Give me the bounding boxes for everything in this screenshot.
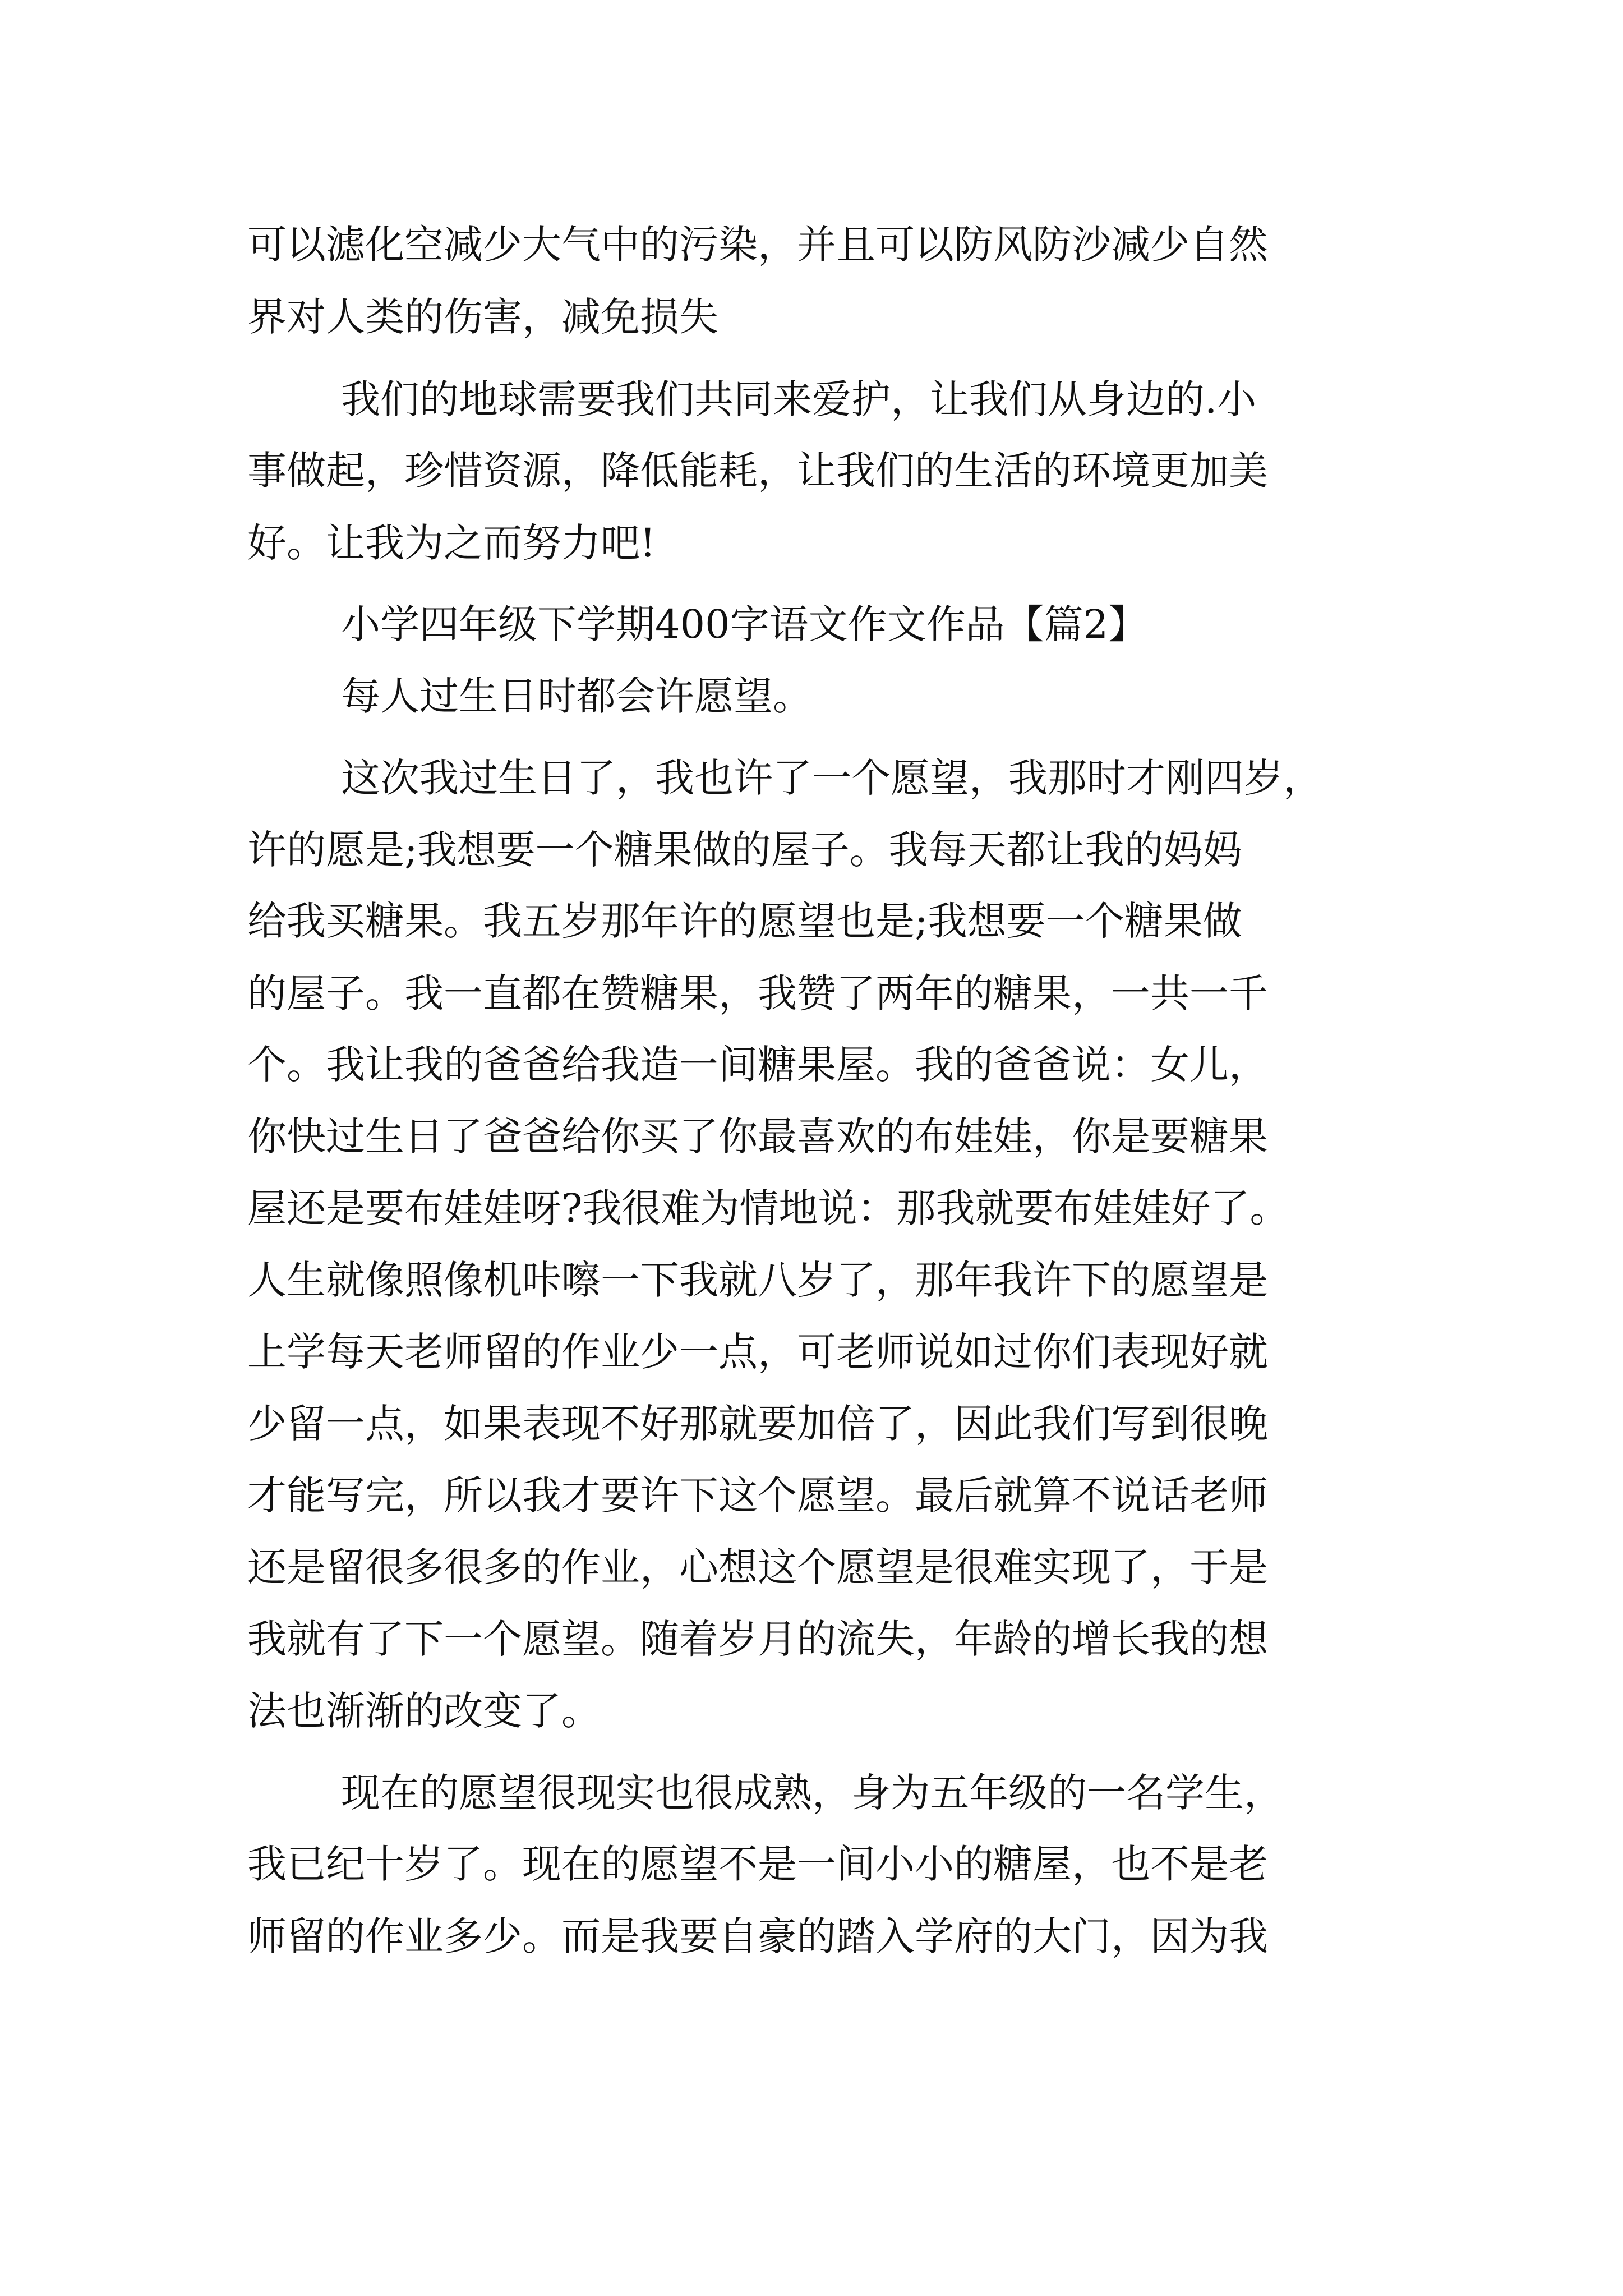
text-line-content: 事做起，珍惜资源，降低能耗，让我们的生活的环境更加美 [247,448,1268,494]
text-line-content: 才能写完，所以我才要许下这个愿望。最后就算不说话老师 [247,1473,1268,1519]
text-line-content: 人生就像照像机咔嚓一下我就八岁了，那年我许下的愿望是 [247,1257,1268,1303]
text-line-content: 界对人类的伤害，减免损失 [247,294,718,340]
text-line-content: 你快过生日了爸爸给你买了你最喜欢的布娃娃，你是要糖果 [247,1114,1268,1159]
text-line-content: 这次我过生日了，我也许了一个愿望，我那时才刚四岁， [341,755,1322,801]
text-line-content: 师留的作业多少。而是我要自豪的踏入学府的大门，因为我 [247,1913,1268,1959]
text-line-content: 个。我让我的爸爸给我造一间糖果屋。我的爸爸说：女儿， [247,1042,1268,1088]
text-line-content: 现在的愿望很现实也很成熟，身为五年级的一名学生， [341,1770,1283,1816]
text-line-content: 还是留很多很多的作业，心想这个愿望是很难实现了，于是 [247,1544,1268,1590]
text-line-content: 我已纪十岁了。现在的愿望不是一间小小的糖屋，也不是老 [247,1841,1268,1887]
text-line [0,668,1623,763]
text-line-content: 少留一点，如果表现不好那就要加倍了，因此我们写到很晚 [247,1401,1268,1447]
text-line-content: 好。让我为之而努力吧! [247,520,656,566]
text-line-content: 屋还是要布娃娃呀?我很难为情地说：那我就要布娃娃好了。 [247,1185,1289,1231]
text-line-content: 给我买糖果。我五岁那年许的愿望也是;我想要一个糖果做 [247,898,1242,944]
text-line [0,289,1623,384]
text-line [0,1908,1623,2004]
text-line-content: 上学每天老师留的作业少一点，可老师说如过你们表现好就 [247,1329,1268,1375]
text-line-content: 我就有了下一个愿望。随着岁月的流失，年龄的增长我的想 [247,1616,1268,1662]
text-line-content: 每人过生日时都会许愿望。 [341,673,812,719]
text-line-content: 许的愿是;我想要一个糖果做的屋子。我每天都让我的妈妈 [247,827,1242,873]
text-line-content: 法也渐渐的改变了。 [247,1688,601,1734]
text-line-content: 可以滤化空减少大气中的污染，并且可以防风防沙减少自然 [247,222,1268,268]
section-heading-text: 小学四年级下学期400字语文作文作品【篇2】 [341,601,1148,647]
text-line [0,1683,1623,1778]
text-line-content: 我们的地球需要我们共同来爱护，让我们从身边的.小 [341,376,1257,422]
text-line-content: 的屋子。我一直都在赞糖果，我赞了两年的糖果，一共一千 [247,970,1268,1016]
